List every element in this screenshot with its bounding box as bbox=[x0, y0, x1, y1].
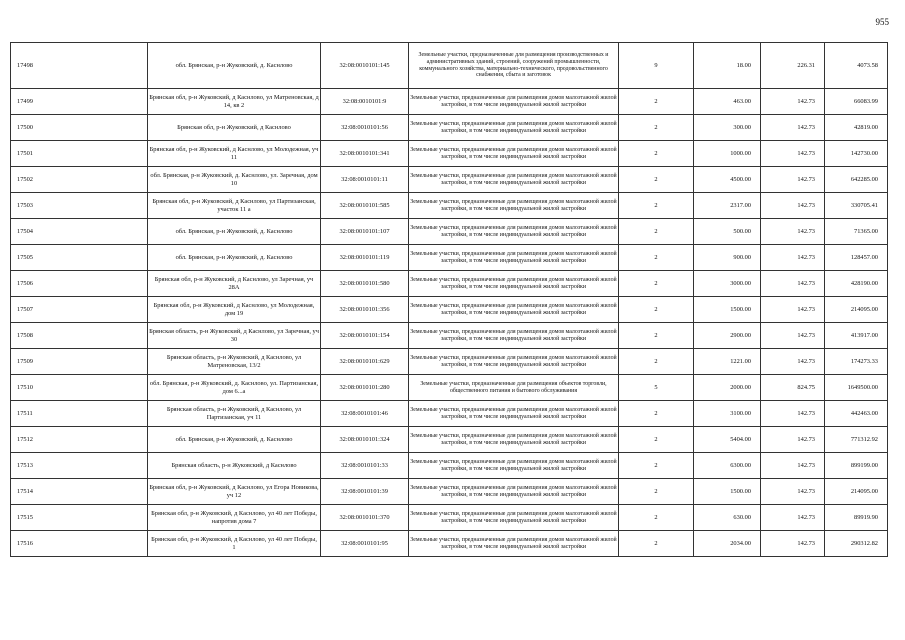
group-cell: 2 bbox=[619, 219, 694, 245]
table-row bbox=[11, 453, 888, 479]
rate-cell: 824.75 bbox=[761, 375, 825, 401]
address-cell: Брянская область, р-н Жуковский, д Каснлово, ул Матреновская, 13/2 bbox=[148, 349, 321, 375]
cadastral-value-cell: 442463.00 bbox=[825, 401, 888, 427]
area-cell: 3000.00 bbox=[694, 271, 761, 297]
group-cell: 2 bbox=[619, 453, 694, 479]
cadastral-value-cell: 66083.99 bbox=[825, 89, 888, 115]
area-cell: 300.00 bbox=[694, 115, 761, 141]
rate-cell: 142.73 bbox=[761, 193, 825, 219]
table-row bbox=[11, 43, 888, 89]
address-cell: Брянская обл, р-н Жуковский, д Каснлово, ул 40 лет Победы, напротив дома 7 bbox=[148, 505, 321, 531]
row-number-cell: 17516 bbox=[11, 531, 148, 557]
rate-cell: 142.73 bbox=[761, 245, 825, 271]
land-use-cell: Земельные участки, предназначенные для размещения домов малоэтажной жилой застройки, в том числе индивидуальной жилой застройки bbox=[409, 427, 619, 453]
row-number-cell: 17510 bbox=[11, 375, 148, 401]
address-cell: Брянская область, р-н Жуковский, д Каснлово, ул Партизанская, уч 11 bbox=[148, 401, 321, 427]
address-cell: Брянская область, р-н Жуковский, д Каснлово, ул Заречная, уч 30 bbox=[148, 323, 321, 349]
table-row bbox=[11, 297, 888, 323]
area-cell: 2000.00 bbox=[694, 375, 761, 401]
table-row bbox=[11, 245, 888, 271]
row-number-cell: 17511 bbox=[11, 401, 148, 427]
rate-cell: 142.73 bbox=[761, 349, 825, 375]
row-number-cell: 17501 bbox=[11, 141, 148, 167]
group-cell: 9 bbox=[619, 43, 694, 89]
table-row bbox=[11, 479, 888, 505]
table-row bbox=[11, 271, 888, 297]
cadastral-number-cell: 32:08:0010101:356 bbox=[321, 297, 409, 323]
rate-cell: 142.73 bbox=[761, 219, 825, 245]
land-use-cell: Земельные участки, предназначенные для размещения домов малоэтажной жилой застройки, в том числе индивидуальной жилой застройки bbox=[409, 245, 619, 271]
cadastral-number-cell: 32:08:0010101:11 bbox=[321, 167, 409, 193]
table-row bbox=[11, 505, 888, 531]
rate-cell: 142.73 bbox=[761, 479, 825, 505]
address-cell: Брянская обл, р-н Жуковский, д Каснлово, ул Молодежная, дом 19 bbox=[148, 297, 321, 323]
table-row bbox=[11, 167, 888, 193]
cadastral-number-cell: 32:08:0010101:280 bbox=[321, 375, 409, 401]
group-cell: 2 bbox=[619, 349, 694, 375]
table-row bbox=[11, 115, 888, 141]
row-number-cell: 17508 bbox=[11, 323, 148, 349]
cadastral-number-cell: 32:08:0010101:107 bbox=[321, 219, 409, 245]
rate-cell: 142.73 bbox=[761, 89, 825, 115]
cadastral-number-cell: 32:08:0010101:119 bbox=[321, 245, 409, 271]
group-cell: 2 bbox=[619, 427, 694, 453]
address-cell: Брянская обл, р-н Жуковский, д Каснлово bbox=[148, 115, 321, 141]
land-use-cell: Земельные участки, предназначенные для размещения домов малоэтажной жилой застройки, в том числе индивидуальной жилой застройки bbox=[409, 349, 619, 375]
cadastral-value-cell: 71365.00 bbox=[825, 219, 888, 245]
group-cell: 2 bbox=[619, 193, 694, 219]
row-number-cell: 17506 bbox=[11, 271, 148, 297]
table-row bbox=[11, 375, 888, 401]
group-cell: 2 bbox=[619, 479, 694, 505]
address-cell: обл. Брянская, р-н Жуковский, д. Каснлово bbox=[148, 427, 321, 453]
group-cell: 2 bbox=[619, 505, 694, 531]
row-number-cell: 17515 bbox=[11, 505, 148, 531]
cadastral-number-cell: 32:08:0010101:39 bbox=[321, 479, 409, 505]
address-cell: обл. Брянская, р-н Жуковский, д. Каснлово bbox=[148, 43, 321, 89]
group-cell: 2 bbox=[619, 115, 694, 141]
cadastral-value-cell: 642285.00 bbox=[825, 167, 888, 193]
address-cell: обл. Брянская, р-н Жуковский, д. Каснлово, ул. Партизанская, дом 6...а bbox=[148, 375, 321, 401]
cadastral-number-cell: 32:08:0010101:629 bbox=[321, 349, 409, 375]
group-cell: 2 bbox=[619, 245, 694, 271]
table-row bbox=[11, 349, 888, 375]
group-cell: 2 bbox=[619, 141, 694, 167]
page-number: 955 bbox=[875, 17, 889, 27]
address-cell: Брянская обл, р-н Жуковский, д Каснлово, ул Молодежная, уч 11 bbox=[148, 141, 321, 167]
address-cell: Брянская обл, р-н Жуковский, д Каснлово, ул Партизанская, участок 11 а bbox=[148, 193, 321, 219]
group-cell: 2 bbox=[619, 297, 694, 323]
cadastral-value-cell: 142730.00 bbox=[825, 141, 888, 167]
row-number-cell: 17499 bbox=[11, 89, 148, 115]
cadastral-value-cell: 330705.41 bbox=[825, 193, 888, 219]
cadastral-number-cell: 32:08:0010101:585 bbox=[321, 193, 409, 219]
cadastral-value-cell: 4073.58 bbox=[825, 43, 888, 89]
cadastral-number-cell: 32:08:0010101:154 bbox=[321, 323, 409, 349]
rate-cell: 226.31 bbox=[761, 43, 825, 89]
group-cell: 2 bbox=[619, 271, 694, 297]
table-row bbox=[11, 323, 888, 349]
land-use-cell: Земельные участки, предназначенные для размещения домов малоэтажной жилой застройки, в том числе индивидуальной жилой застройки bbox=[409, 115, 619, 141]
address-cell: Брянская обл, р-н Жуковский, д Каснлово, ул Матреновская, д 14, кв 2 bbox=[148, 89, 321, 115]
area-cell: 630.00 bbox=[694, 505, 761, 531]
row-number-cell: 17500 bbox=[11, 115, 148, 141]
land-use-cell: Земельные участки, предназначенные для размещения объектов торговли, общественного питания и бытового обслуживания bbox=[409, 375, 619, 401]
address-cell: Брянская обл, р-н Жуковский, д Каснлово, ул 40 лет Победы, 1 bbox=[148, 531, 321, 557]
address-cell: обл. Брянская, р-н Жуковский, д. Каснлово bbox=[148, 245, 321, 271]
rate-cell: 142.73 bbox=[761, 271, 825, 297]
area-cell: 1221.00 bbox=[694, 349, 761, 375]
address-cell: обл. Брянская, р-н Жуковский, д. Каснлово, ул. Заречная, дом 10 bbox=[148, 167, 321, 193]
cadastral-number-cell: 32:08:0010101:341 bbox=[321, 141, 409, 167]
table-row bbox=[11, 141, 888, 167]
cadastral-number-cell: 32:08:0010101:324 bbox=[321, 427, 409, 453]
rate-cell: 142.73 bbox=[761, 427, 825, 453]
cadastral-value-cell: 428190.00 bbox=[825, 271, 888, 297]
area-cell: 2034.00 bbox=[694, 531, 761, 557]
land-use-cell: Земельные участки, предназначенные для размещения домов малоэтажной жилой застройки, в том числе индивидуальной жилой застройки bbox=[409, 297, 619, 323]
area-cell: 6300.00 bbox=[694, 453, 761, 479]
cadastral-number-cell: 32:08:0010101:95 bbox=[321, 531, 409, 557]
area-cell: 2900.00 bbox=[694, 323, 761, 349]
area-cell: 2317.00 bbox=[694, 193, 761, 219]
area-cell: 1500.00 bbox=[694, 479, 761, 505]
table-row bbox=[11, 89, 888, 115]
area-cell: 900.00 bbox=[694, 245, 761, 271]
group-cell: 2 bbox=[619, 323, 694, 349]
area-cell: 4500.00 bbox=[694, 167, 761, 193]
land-use-cell: Земельные участки, предназначенные для размещения домов малоэтажной жилой застройки, в том числе индивидуальной жилой застройки bbox=[409, 479, 619, 505]
rate-cell: 142.73 bbox=[761, 297, 825, 323]
land-use-cell: Земельные участки, предназначенные для размещения домов малоэтажной жилой застройки, в том числе индивидуальной жилой застройки bbox=[409, 505, 619, 531]
address-cell: Брянская обл, р-н Жуковский, д Каснлово, ул Заречная, уч 28А bbox=[148, 271, 321, 297]
address-cell: Брянская область, р-н Жуковский, д Каснлово bbox=[148, 453, 321, 479]
land-use-cell: Земельные участки, предназначенные для размещения производственных и административных зданий, строений, сооружений промышленности, коммунального хозяйства, материально-технического, продовольственного снабжения, сбыта и заготовок bbox=[409, 43, 619, 89]
table-row bbox=[11, 401, 888, 427]
cadastral-value-cell: 899199.00 bbox=[825, 453, 888, 479]
table-row bbox=[11, 219, 888, 245]
table-body bbox=[11, 43, 888, 557]
area-cell: 3100.00 bbox=[694, 401, 761, 427]
table-row bbox=[11, 193, 888, 219]
row-number-cell: 17507 bbox=[11, 297, 148, 323]
address-cell: Брянская обл, р-н Жуковский, д Каснлово, ул Егора Новикова, уч 12 bbox=[148, 479, 321, 505]
rate-cell: 142.73 bbox=[761, 141, 825, 167]
land-use-cell: Земельные участки, предназначенные для размещения домов малоэтажной жилой застройки, в том числе индивидуальной жилой застройки bbox=[409, 323, 619, 349]
cadastral-value-cell: 214095.00 bbox=[825, 479, 888, 505]
row-number-cell: 17504 bbox=[11, 219, 148, 245]
land-use-cell: Земельные участки, предназначенные для размещения домов малоэтажной жилой застройки, в том числе индивидуальной жилой застройки bbox=[409, 167, 619, 193]
cadastral-value-cell: 1649500.00 bbox=[825, 375, 888, 401]
area-cell: 500.00 bbox=[694, 219, 761, 245]
land-use-cell: Земельные участки, предназначенные для размещения домов малоэтажной жилой застройки, в том числе индивидуальной жилой застройки bbox=[409, 141, 619, 167]
area-cell: 5404.00 bbox=[694, 427, 761, 453]
cadastral-number-cell: 32:08:0010101:46 bbox=[321, 401, 409, 427]
cadastral-value-cell: 214095.00 bbox=[825, 297, 888, 323]
cadastral-value-cell: 771312.92 bbox=[825, 427, 888, 453]
cadastral-number-cell: 32:08:0010101:580 bbox=[321, 271, 409, 297]
row-number-cell: 17513 bbox=[11, 453, 148, 479]
cadastral-number-cell: 32:08:0010101:370 bbox=[321, 505, 409, 531]
cadastral-number-cell: 32:08:0010101:9 bbox=[321, 89, 409, 115]
cadastral-number-cell: 32:08:0010101:33 bbox=[321, 453, 409, 479]
rate-cell: 142.73 bbox=[761, 505, 825, 531]
group-cell: 2 bbox=[619, 401, 694, 427]
rate-cell: 142.73 bbox=[761, 531, 825, 557]
rate-cell: 142.73 bbox=[761, 167, 825, 193]
cadastral-value-cell: 290312.82 bbox=[825, 531, 888, 557]
rate-cell: 142.73 bbox=[761, 453, 825, 479]
row-number-cell: 17503 bbox=[11, 193, 148, 219]
rate-cell: 142.73 bbox=[761, 323, 825, 349]
table-row bbox=[11, 531, 888, 557]
land-use-cell: Земельные участки, предназначенные для размещения домов малоэтажной жилой застройки, в том числе индивидуальной жилой застройки bbox=[409, 271, 619, 297]
group-cell: 2 bbox=[619, 167, 694, 193]
rate-cell: 142.73 bbox=[761, 115, 825, 141]
area-cell: 18.00 bbox=[694, 43, 761, 89]
row-number-cell: 17512 bbox=[11, 427, 148, 453]
row-number-cell: 17509 bbox=[11, 349, 148, 375]
cadastral-value-table bbox=[10, 42, 888, 557]
land-use-cell: Земельные участки, предназначенные для размещения домов малоэтажной жилой застройки, в том числе индивидуальной жилой застройки bbox=[409, 193, 619, 219]
rate-cell: 142.73 bbox=[761, 401, 825, 427]
area-cell: 1500.00 bbox=[694, 297, 761, 323]
cadastral-value-cell: 89919.90 bbox=[825, 505, 888, 531]
area-cell: 1000.00 bbox=[694, 141, 761, 167]
group-cell: 2 bbox=[619, 531, 694, 557]
land-use-cell: Земельные участки, предназначенные для размещения домов малоэтажной жилой застройки, в том числе индивидуальной жилой застройки bbox=[409, 219, 619, 245]
land-use-cell: Земельные участки, предназначенные для размещения домов малоэтажной жилой застройки, в том числе индивидуальной жилой застройки bbox=[409, 401, 619, 427]
land-use-cell: Земельные участки, предназначенные для размещения домов малоэтажной жилой застройки, в том числе индивидуальной жилой застройки bbox=[409, 531, 619, 557]
cadastral-number-cell: 32:08:0010101:56 bbox=[321, 115, 409, 141]
group-cell: 2 bbox=[619, 89, 694, 115]
row-number-cell: 17502 bbox=[11, 167, 148, 193]
address-cell: обл. Брянская, р-н Жуковский, д. Каснлово bbox=[148, 219, 321, 245]
table-row bbox=[11, 427, 888, 453]
cadastral-value-cell: 128457.00 bbox=[825, 245, 888, 271]
area-cell: 463.00 bbox=[694, 89, 761, 115]
cadastral-number-cell: 32:08:0010101:145 bbox=[321, 43, 409, 89]
land-use-cell: Земельные участки, предназначенные для размещения домов малоэтажной жилой застройки, в том числе индивидуальной жилой застройки bbox=[409, 453, 619, 479]
row-number-cell: 17498 bbox=[11, 43, 148, 89]
group-cell: 5 bbox=[619, 375, 694, 401]
cadastral-value-cell: 42819.00 bbox=[825, 115, 888, 141]
cadastral-value-cell: 174273.33 bbox=[825, 349, 888, 375]
land-use-cell: Земельные участки, предназначенные для размещения домов малоэтажной жилой застройки, в том числе индивидуальной жилой застройки bbox=[409, 89, 619, 115]
row-number-cell: 17514 bbox=[11, 479, 148, 505]
row-number-cell: 17505 bbox=[11, 245, 148, 271]
cadastral-value-cell: 413917.00 bbox=[825, 323, 888, 349]
